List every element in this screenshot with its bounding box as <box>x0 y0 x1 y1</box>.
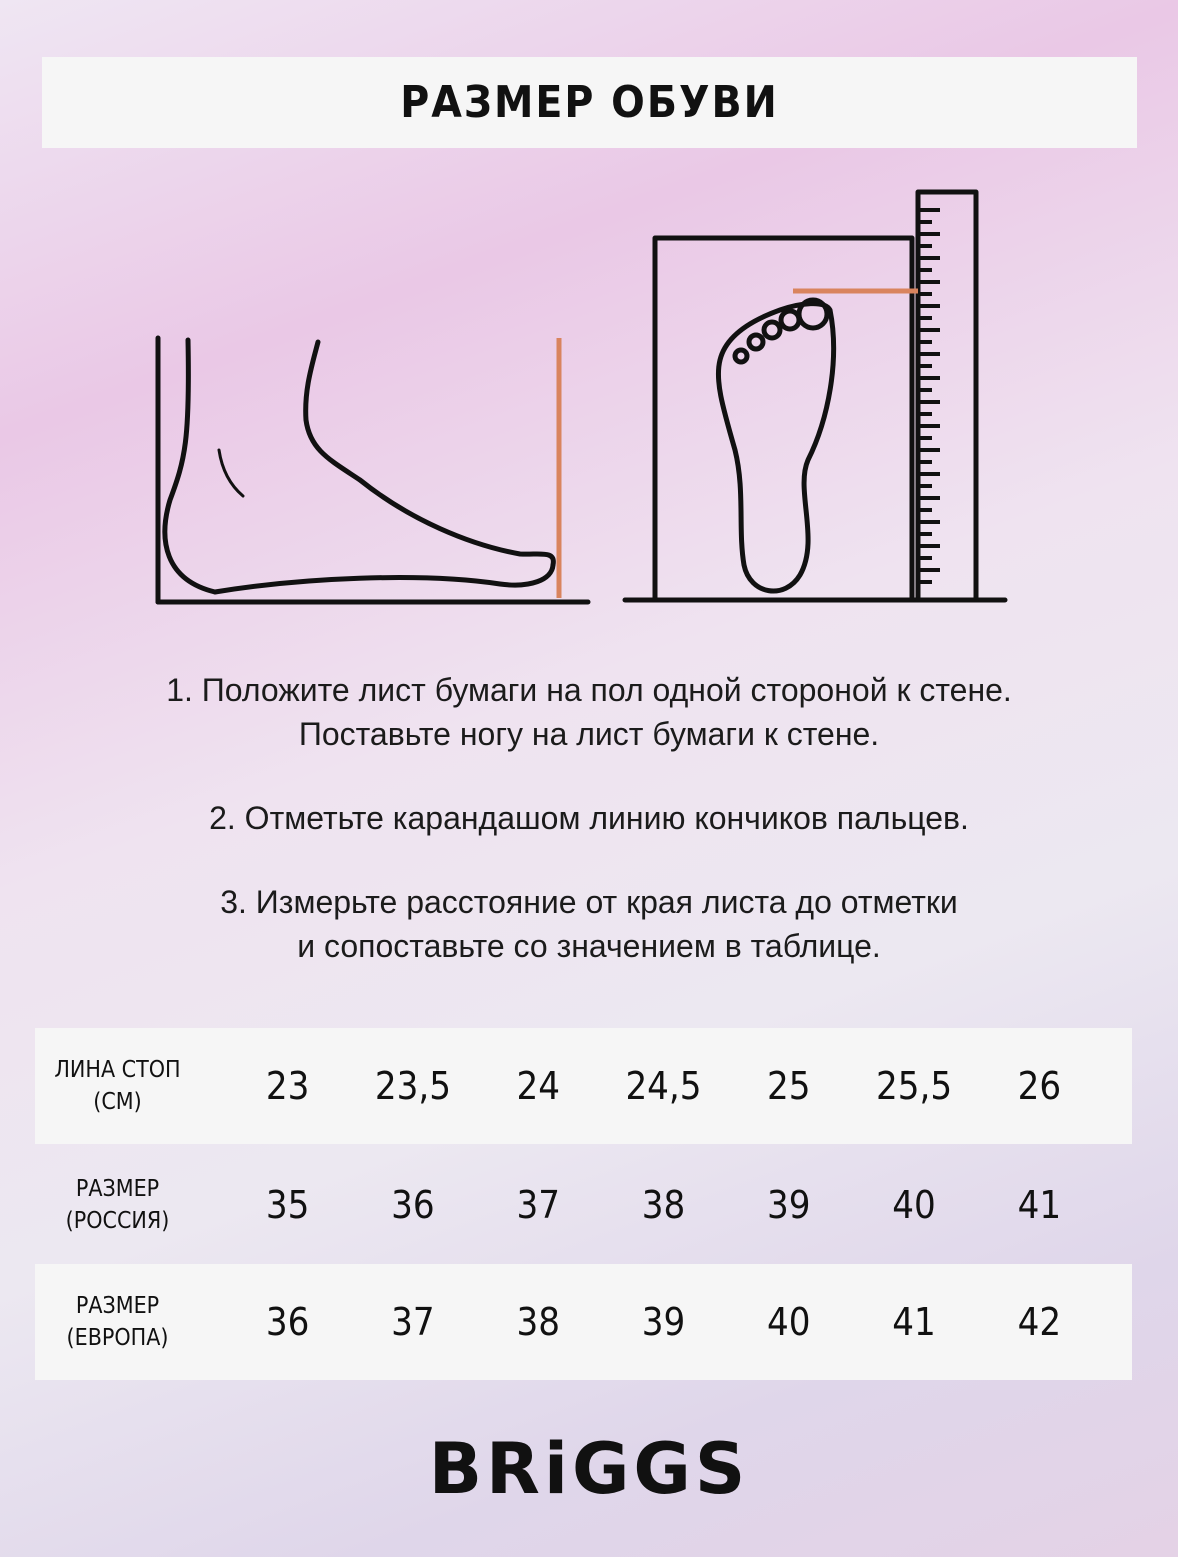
table-cell: 41 <box>892 1300 936 1344</box>
step-1-line-2: Поставьте ногу на лист бумаги к стене. <box>298 716 880 752</box>
instruction-step-3 <box>0 880 1178 968</box>
table-cell: 37 <box>516 1183 560 1227</box>
table-cell: 36 <box>265 1300 310 1344</box>
foot-measuring-illustration <box>0 160 1178 620</box>
side-view-foot-icon <box>158 338 588 602</box>
step-3-line-2: и сопоставьте со значением в таблице. <box>297 928 881 964</box>
step-1-line-1: 1. Положите лист бумаги на пол одной стороной к стене. <box>166 672 1012 708</box>
table-cell: 23,5 <box>374 1064 451 1108</box>
instruction-step-2 <box>0 796 1178 840</box>
table-cell: 37 <box>391 1300 435 1344</box>
row-label <box>35 1054 200 1118</box>
table-cell: 40 <box>767 1300 811 1344</box>
row-label-line-1: РАЗМЕР <box>75 1176 160 1202</box>
row-label-line-1: ЛИНА СТОП <box>54 1057 181 1083</box>
row-label <box>35 1173 200 1237</box>
table-cell: 25,5 <box>876 1064 953 1108</box>
table-cell: 41 <box>1017 1183 1062 1227</box>
table-cell: 25 <box>767 1064 811 1108</box>
step-2-text: 2. Отметьте карандашом линию кончиков пальцев. <box>209 800 969 836</box>
table-cell: 40 <box>892 1183 936 1227</box>
table-row-size-europe <box>35 1264 1132 1380</box>
row-label-line-2: (СМ) <box>93 1089 142 1115</box>
row-label-line-2: (ЕВРОПА) <box>66 1325 169 1351</box>
table-row-foot-length <box>35 1028 1132 1144</box>
row-label <box>35 1290 200 1354</box>
row-cells <box>200 1183 1132 1227</box>
table-cell: 26 <box>1017 1064 1062 1108</box>
table-cell: 39 <box>641 1300 686 1344</box>
page-title: РАЗМЕР ОБУВИ <box>400 77 779 128</box>
table-cell: 24 <box>516 1064 560 1108</box>
brand-logo: BRiGGS <box>428 1428 750 1510</box>
table-cell: 35 <box>265 1183 310 1227</box>
step-3-line-1: 3. Измерьте расстояние от края листа до отметки <box>220 884 958 920</box>
table-cell: 39 <box>767 1183 811 1227</box>
title-bar <box>42 57 1137 148</box>
table-cell: 24,5 <box>625 1064 702 1108</box>
row-label-line-1: РАЗМЕР <box>75 1293 160 1319</box>
top-view-foot-icon <box>625 192 1005 600</box>
table-cell: 38 <box>516 1300 560 1344</box>
row-cells <box>200 1064 1132 1108</box>
table-cell: 38 <box>641 1183 686 1227</box>
ruler-ticks <box>918 210 940 582</box>
table-cell: 23 <box>265 1064 310 1108</box>
table-cell: 36 <box>391 1183 435 1227</box>
instruction-step-1 <box>0 668 1178 756</box>
row-label-line-2: (РОССИЯ) <box>65 1208 170 1234</box>
table-row-size-russia <box>35 1147 1132 1263</box>
row-cells <box>200 1300 1132 1344</box>
instructions <box>0 668 1178 1008</box>
table-cell: 42 <box>1017 1300 1062 1344</box>
size-table <box>35 1028 1132 1380</box>
